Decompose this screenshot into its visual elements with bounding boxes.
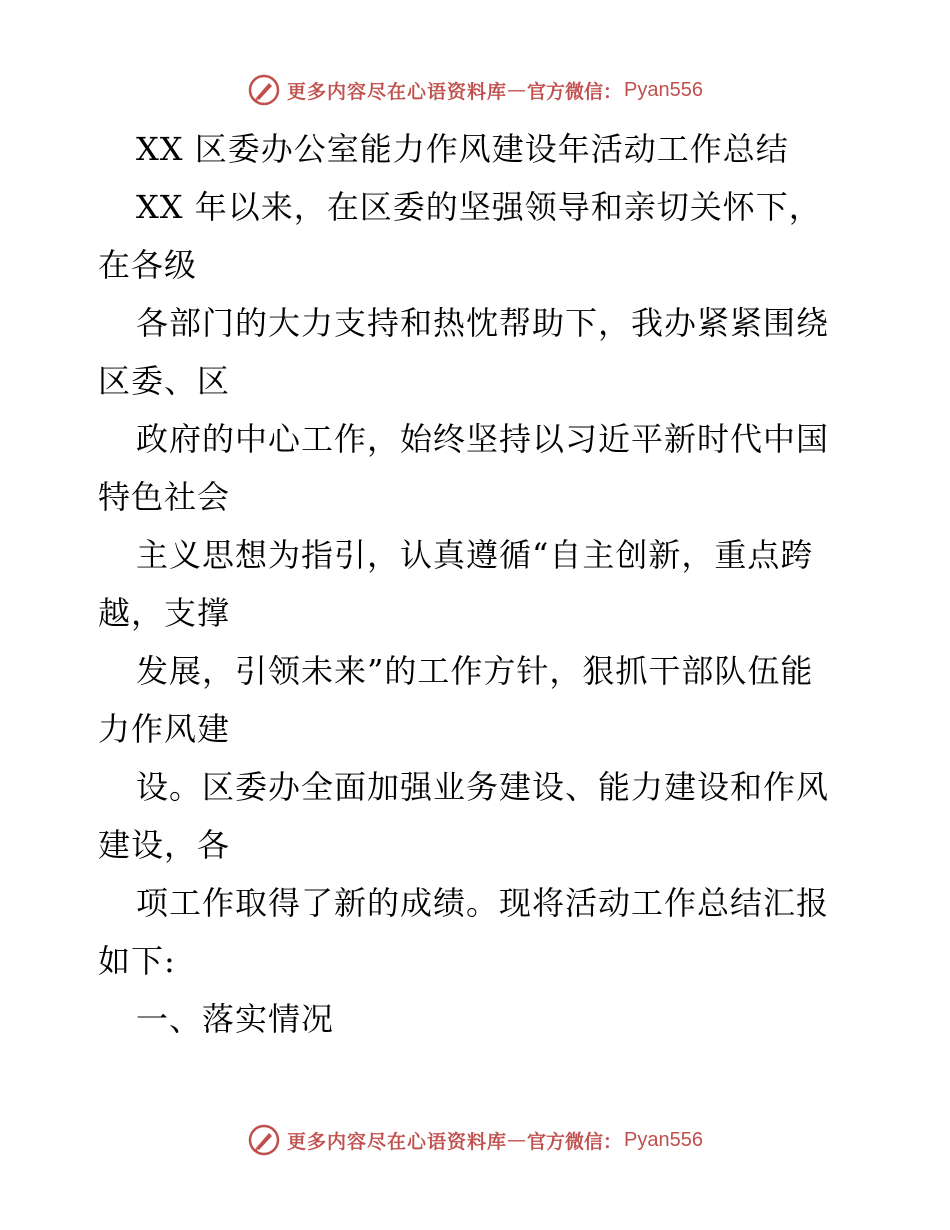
watermark-header bbox=[0, 70, 950, 110]
pen-logo-icon bbox=[247, 73, 281, 107]
paragraph-line: 各部门的大力支持和热忱帮助下，我办紧紧围绕 bbox=[136, 304, 830, 342]
watermark-separator: — bbox=[507, 1129, 527, 1151]
paragraph-line: 主义思想为指引，认真遵循“自主创新，重点跨 bbox=[136, 536, 814, 574]
paragraph-line: 在各级 bbox=[98, 246, 198, 284]
paragraph-line: 越，支撑 bbox=[98, 594, 231, 632]
paragraph-line: 如下: bbox=[98, 942, 176, 980]
paragraph-line: XX 年以来，在区委的坚强领导和亲切关怀下， bbox=[136, 188, 822, 226]
paragraph-line: 项工作取得了新的成绩。现将活动工作总结汇报 bbox=[136, 884, 830, 922]
paragraph-line: 建设，各 bbox=[98, 826, 231, 864]
watermark-footer bbox=[0, 1120, 950, 1160]
watermark-id: Pyan556 bbox=[624, 1128, 703, 1151]
pen-logo-icon bbox=[247, 1123, 281, 1157]
paragraph-line: 设。区委办全面加强业务建设、能力建设和作风 bbox=[136, 768, 830, 806]
watermark-text: 更多内容尽在心语资料库 bbox=[287, 80, 508, 103]
paragraph-line: 发展，引领未来”的工作方针，狠抓干部队伍能 bbox=[136, 652, 814, 690]
watermark-id: Pyan556 bbox=[624, 78, 703, 101]
paragraph-line: 特色社会 bbox=[98, 478, 231, 516]
paragraph-line: 区委、区 bbox=[98, 362, 231, 400]
watermark-label: 官方微信： bbox=[527, 80, 623, 103]
paragraph-line: 政府的中心工作，始终坚持以习近平新时代中国 bbox=[136, 420, 830, 458]
paragraph-line: 力作风建 bbox=[98, 710, 231, 748]
watermark-text: 更多内容尽在心语资料库 bbox=[287, 1130, 508, 1153]
watermark-label: 官方微信： bbox=[527, 1130, 623, 1153]
watermark-separator: — bbox=[507, 79, 527, 101]
section-heading: 一、落实情况 bbox=[136, 1000, 335, 1038]
document-body bbox=[98, 120, 858, 1048]
document-title: XX 区委办公室能力作风建设年活动工作总结 bbox=[136, 130, 789, 168]
